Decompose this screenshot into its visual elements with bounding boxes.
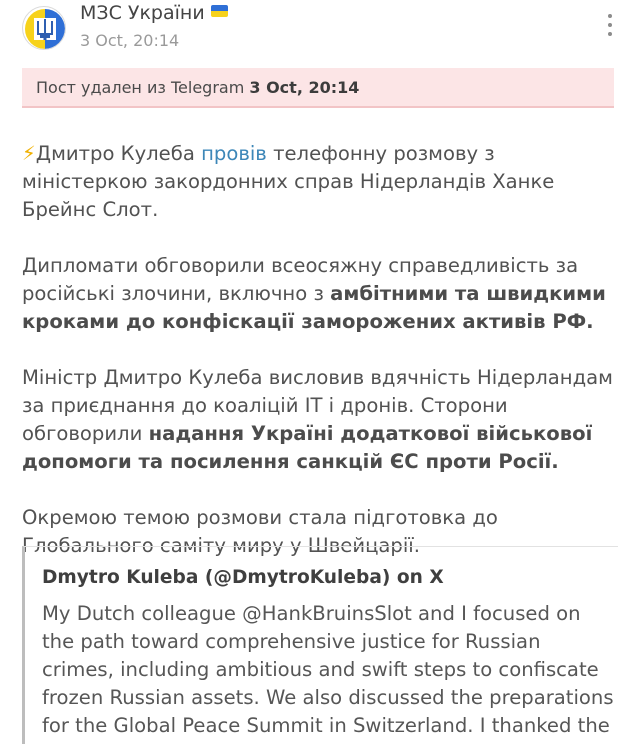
deleted-notice — [22, 68, 614, 108]
embedded-quote[interactable] — [22, 546, 618, 744]
post-paragraph-4: Окремою темою розмови стала підготовка до Глобального саміту миру у Швейцарії. — [22, 506, 498, 557]
post-body — [22, 140, 622, 588]
channel-name[interactable] — [80, 2, 228, 24]
deleted-notice-date: 3 Oct, 20:14 — [249, 78, 360, 97]
quote-text: My Dutch colleague @HankBruinsSlot and I focused on the path toward comprehensive justice for Russian crimes, including ambitious and swift steps to confiscate frozen Russian assets. We also discussed the preparations for the Global Peace Summit in Switzerland. I thanked the — [42, 602, 614, 737]
post-header — [0, 0, 640, 62]
lightning-icon: ⚡ — [22, 142, 36, 165]
quote-title: Dmytro Kuleba (@DmytroKuleba) on X — [42, 567, 444, 588]
channel-avatar[interactable] — [22, 6, 66, 50]
deleted-notice-text: Пост удален из Telegram — [36, 78, 245, 97]
post-link[interactable]: провів — [201, 142, 267, 165]
channel-name-text: МЗС України — [80, 2, 205, 24]
post-paragraph-3: Міністр Дмитро Кулеба висловив вдячність Нідерландам за приєднання до коаліцій IT і дронів. Сторони обговорили надання Україні додаткової військової допомоги та посилення санкцій ЄС проти Росії. — [22, 366, 613, 473]
post-paragraph-2: Дипломати обговорили всеосяжну справедливість за російські злочини, включно з амбітними та швидкими кроками до конфіскації заморожених активів РФ. — [22, 254, 606, 333]
more-options-icon[interactable] — [598, 10, 622, 40]
ukraine-trident-icon — [23, 7, 66, 50]
post-paragraph-1: ⚡Дмитро Кулеба провів телефонну розмову з міністеркою закордонних справ Нідерландів Ханке Брейнс Слот. — [22, 142, 555, 221]
ukraine-flag-icon — [211, 5, 228, 17]
post-date: 3 Oct, 20:14 — [80, 31, 180, 50]
